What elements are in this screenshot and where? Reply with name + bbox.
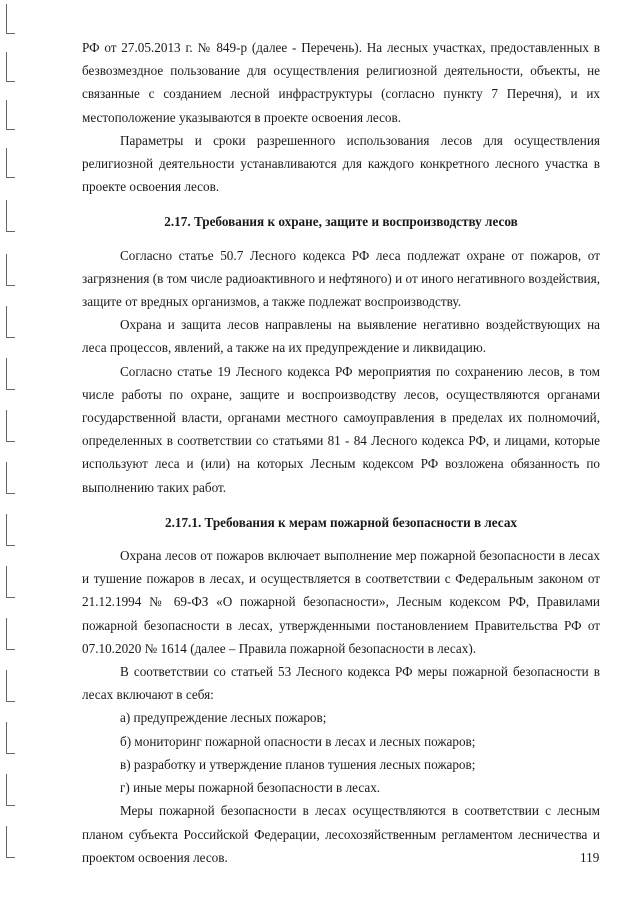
paragraph: Охрана лесов от пожаров включает выполнение мер пожарной безопасности в лесах и тушение пожаров в лесах, и осуществляется в соответствии с Федеральным законом от 21.12.1994 № 69-ФЗ «О пожарной безопасности», Лесным кодексом РФ, Правилами пожарной безопасности в лесах, утвержденными постановлением Правительства РФ от 07.10.2020 № 1614 (далее – Правила пожарной безопасности в лесах). [82,548,600,656]
binding-mark [6,148,17,178]
paragraph: Согласно статье 50.7 Лесного кодекса РФ леса подлежат охране от пожаров, от загрязнения (в том числе радиоактивного и нефтяного) и от иного негативного воздействия, защите от вредных организмов, а также подлежат воспроизводству. [82,247,600,310]
document-body [82,36,600,869]
paragraph: В соответствии со статьей 53 Лесного кодекса РФ меры пожарной безопасности в лесах включают в себя: [82,664,600,703]
binding-mark [6,722,17,754]
paragraph: Меры пожарной безопасности в лесах осуществляются в соответствии с лесным планом субъекта Российской Федерации, лесохозяйственным регламентом лесничества и проектом освоения лесов. [82,803,600,865]
binding-mark [6,462,17,494]
page-number: 119 [580,850,600,865]
binding-mark [6,826,17,858]
binding-mark [6,4,17,34]
paragraph: Согласно статье 19 Лесного кодекса РФ мероприятия по сохранению лесов, в том числе работы по охране, защите и воспроизводству лесов, осуществляются органами государственной власти, органами местного самоуправления в пределах их полномочий, определенных в соответствии со статьями 81 - 84 Лесного кодекса РФ, и лицами, которые используют леса и (или) на которых Лесным кодексом РФ возложена обязанность по выполнению таких работ. [82,363,600,495]
list-item: б) мониторинг пожарной опасности в лесах и лесных пожаров; [120,733,476,749]
binding-mark [6,306,17,338]
list-item: а) предупреждение лесных пожаров; [120,710,327,726]
binding-mark [6,566,17,598]
binding-mark [6,618,17,650]
binding-mark [6,200,17,232]
list-item: г) иные меры пожарной безопасности в лесах. [120,780,381,796]
binding-mark [6,670,17,702]
section-heading: 2.17. Требования к охране, защите и воспроизводству лесов [164,214,518,230]
binding-edge-marks [0,0,28,905]
binding-mark [6,358,17,390]
binding-mark [6,514,17,546]
subsection-heading: 2.17.1. Требования к мерам пожарной безопасности в лесах [164,514,518,530]
binding-mark [6,254,17,286]
paragraph: РФ от 27.05.2013 г. № 849-р (далее - Перечень). На лесных участках, предоставленных в безвозмездное пользование для осуществления религиозной деятельности, объекты, не связанные с созданием лесной инфраструктуры (согласно пункту 7 Перечня), и их местоположение указываются в проекте освоения лесов. [82,40,600,125]
binding-mark [6,774,17,806]
paragraph: Охрана и защита лесов направлены на выявление негативно воздействующих на леса процессов, явлений, а также на их предупреждение и ликвидацию. [82,317,600,356]
binding-mark [6,100,17,130]
binding-mark [6,52,17,82]
binding-mark [6,410,17,442]
paragraph: Параметры и сроки разрешенного использования лесов для осуществления религиозной деятельности устанавливаются для каждого конкретного лесного участка в проекте освоения лесов. [82,132,600,195]
list-item: в) разработку и утверждение планов тушения лесных пожаров; [120,756,476,772]
